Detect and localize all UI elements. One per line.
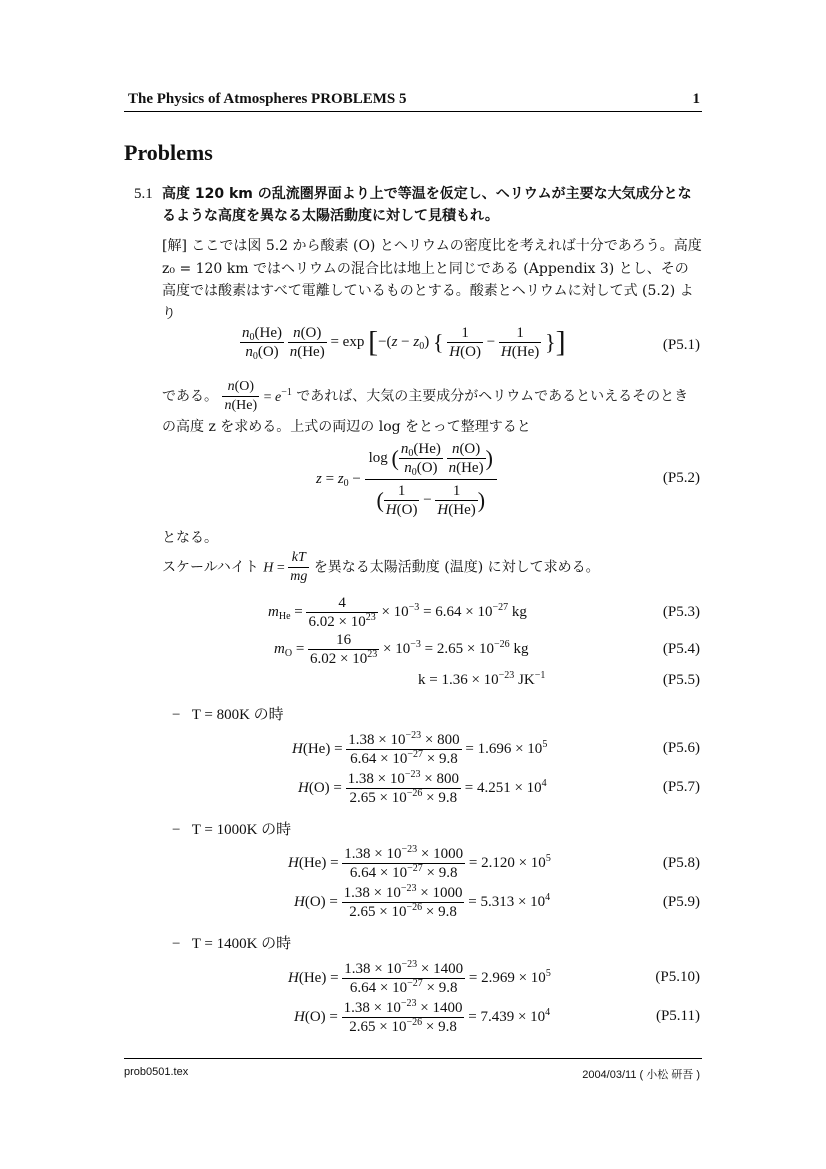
eq-number: (P5.1) <box>662 337 700 353</box>
header-title: The Physics of Atmospheres PROBLEMS 5 <box>128 91 407 107</box>
header-rule <box>124 111 702 112</box>
footer-date-author: 2004/03/11 ( 小松 研吾 ) <box>582 1069 700 1081</box>
equation-p5-2: $z = z_0$ − log ( $\frac{n_0(He)}{n_0(O)}$ $\frac{n(O)}{n(He)}$ ) ( $\frac{1}{H(O)}$ − $\frac{1}{H(He)}$ ) <box>316 438 497 521</box>
eq-number: (P5.2) <box>662 470 700 486</box>
page-number: 1 <box>692 91 700 107</box>
case-label-1400k: − T = 1400K の時 <box>172 936 292 952</box>
equation-p5-6: H(He) = $\frac{1.38 \times 10^{-23} \times 800}{6.64 \times 10^{-27} \times 9.8}$ = $1.696 \times 10^5$ <box>292 730 548 767</box>
equation-p5-1: $\frac{n_0(He)}{n_0(O)}$ $\frac{n(O)}{n(He)}$ = $\exp [-(z - z_0)$ { $\frac{1}{H(O)}$ − $\frac{1}{H(He)}$ }] <box>242 325 566 362</box>
section-title: Problems <box>124 140 213 165</box>
answer-paragraph-1: [解] ここでは図 5.2 から酸素 (O) とヘリウムの密度比を考えれば十分であろう。高度 z₀ = 120 km ではヘリウムの混合比は地上と同じである (Appendix 3) とし、その高度では酸素はすべて電離しているものとする。酸素とヘリウムに対して式 (5.2) より <box>162 238 702 322</box>
eq-number: (P5.9) <box>662 894 700 910</box>
running-header <box>128 91 700 108</box>
eq-number: (P5.4) <box>662 641 700 657</box>
case-label-800k: − T = 800K の時 <box>172 707 284 723</box>
equation-p5-3: $m_{He}$ = $\frac{4}{6.02 \times 10^{23}}$ × $10^{-3} = 6.64 \times 10^{-27}$ kg <box>268 595 527 630</box>
eq-number: (P5.6) <box>662 740 700 756</box>
answer-paragraph-2: である。 $\frac{n(O)}{n(He)}$ = $e^{-1}$ であれば、大気の主要成分がヘリウムであるといえるそのときの高度 z を求める。上式の両辺の log をとって整理すると <box>162 379 689 435</box>
equation-p5-8: H(He) = $\frac{1.38 \times 10^{-23} \times 1000}{6.64 \times 10^{-27} \times 9.8}$ = $2.120 \times 10^5$ <box>288 844 551 881</box>
problem-number: 5.1 <box>134 186 153 202</box>
case-label-1000k: − T = 1000K の時 <box>172 822 292 838</box>
eq-number: (P5.5) <box>662 672 700 688</box>
equation-p5-11: H(O) = $\frac{1.38 \times 10^{-23} \times 1400}{2.65 \times 10^{-26} \times 9.8}$ = $7.439 \times 10^4$ <box>294 998 551 1035</box>
eq-number: (P5.8) <box>662 855 700 871</box>
equation-p5-9: H(O) = $\frac{1.38 \times 10^{-23} \times 1000}{2.65 \times 10^{-26} \times 9.8}$ = $5.313 \times 10^4$ <box>294 883 551 920</box>
equation-p5-10: H(He) = $\frac{1.38 \times 10^{-23} \times 1400}{6.64 \times 10^{-27} \times 9.8}$ = $2.969 \times 10^5$ <box>288 959 551 996</box>
footer-rule <box>124 1058 702 1059</box>
equation-p5-7: H(O) = $\frac{1.38 \times 10^{-23} \times 800}{2.65 \times 10^{-26} \times 9.8}$ = $4.251 \times 10^4$ <box>298 769 547 806</box>
problem-statement <box>134 183 704 227</box>
eq-number: (P5.7) <box>662 779 700 795</box>
eq-number: (P5.11) <box>655 1008 700 1024</box>
equation-p5-4: $m_O$ = $\frac{16}{6.02 \times 10^{23}}$ × $10^{-3} = 2.65 \times 10^{-26}$ kg <box>274 632 529 667</box>
answer-paragraph-4: スケールハイト H = $\frac{kT}{mg}$ を異なる太陽活動度 (温度) に対して求める。 <box>162 550 600 584</box>
eq-number: (P5.3) <box>662 604 700 620</box>
equation-p5-5: $k = 1.36 \times 10^{-23}$ $JK^{-1}$ <box>418 670 546 688</box>
problem-text: 高度 120 km の乱流圏界面より上で等温を仮定し、ヘリウムが主要な大気成分となるような高度を異なる太陽活動度に対して見積もれ。 <box>162 186 692 224</box>
footer-filename: prob0501.tex <box>124 1066 189 1078</box>
eq-number: (P5.10) <box>655 969 700 985</box>
answer-paragraph-3: となる。 <box>162 530 218 546</box>
